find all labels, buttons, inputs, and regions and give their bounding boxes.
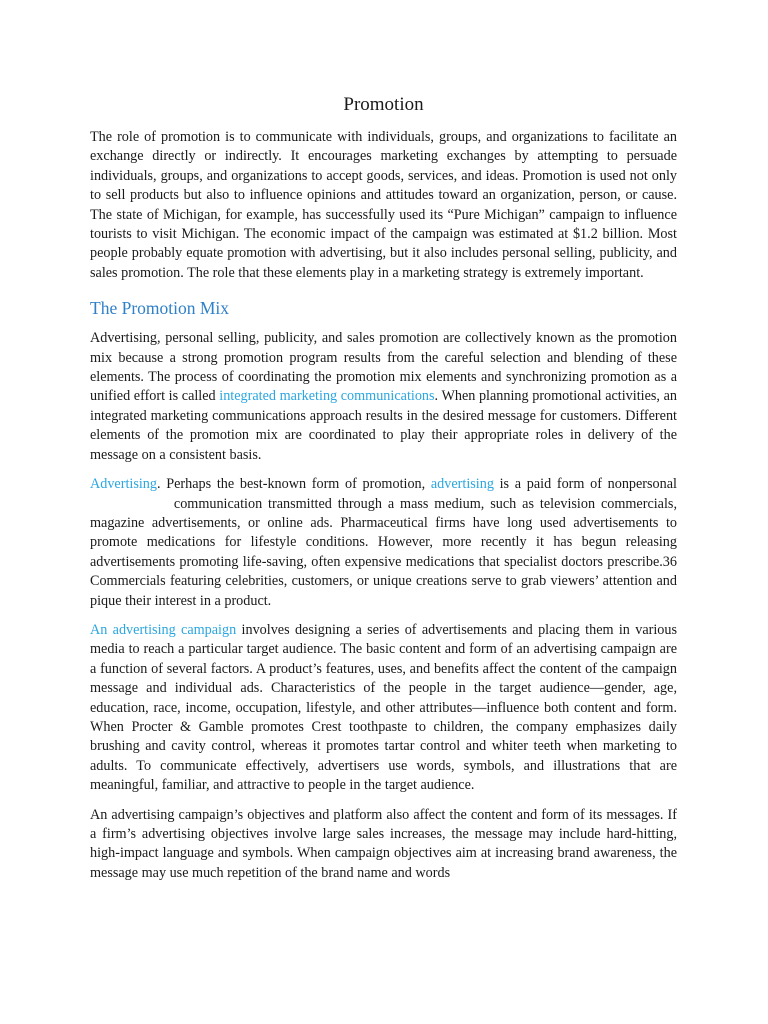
advertising-term-link[interactable]: advertising (430, 476, 494, 493)
campaign-paragraph (90, 621, 677, 796)
advertising-campaign-link[interactable]: An advertising campaign (90, 621, 237, 638)
advertising-paragraph (90, 475, 677, 611)
section-heading: The Promotion Mix (90, 298, 230, 319)
advertising-text-1: . Perhaps the best-known form of promotion, (157, 476, 431, 493)
integrated-marketing-link[interactable]: integrated marketing communications (219, 388, 435, 405)
campaign-text: involves designing a series of advertisements and placing them in various media to reach a particular target audience. The basic content and form of an advertising campaign are a function of several factors. A product’s features, uses, and benefits affect the content of the campaign message and individual ads. Characteristics of the people in the target audience—gender, age, education, race, income, occupation, lifestyle, and other attributes—influence both content and form. When Procter & Gamble promotes Crest toothpaste to children, the company emphasizes daily brushing and cavity control, whereas it promotes tartar control and whiter teeth when marketing to adults. To communicate effectively, advertisers use words, symbols, and illustrations that are meaningful, familiar, and attractive to people in the target audience. (90, 621, 678, 794)
promotion-mix-text-after: . When planning promotional activities, an integrated marketing communications approach results in the desired message for customers. Different elements of the promotion mix are coordinated to play their appropriate roles in delivery of the message on a consistent basis. (90, 388, 677, 463)
advertising-heading-link[interactable]: Advertising (90, 476, 157, 493)
promotion-mix-text-before: Advertising, personal selling, publicity, and sales promotion are collectively known as the promotion mix because a strong promotion program results from the careful selection and blending of these elements. The process of coordinating the promotion mix elements and synchronizing promotion as a unified effort is called (90, 330, 677, 405)
page-title: Promotion (343, 94, 424, 115)
document-page (90, 92, 677, 893)
advertising-text-3: communication transmitted through a mass medium, such as television commercials, magazine advertisements, or online ads. Pharmaceutical firms have long used advertisements to promote medications for lifestyle conditions. However, more recently it has begun releasing advertisements promoting life-saving, often expensive medications that specialist doctors prescribe.36 Commercials featuring celebrities, customers, or unique creations serve to grab viewers’ attention and pique their interest in a product. (90, 495, 677, 609)
advertising-text-2: is a paid form of nonpersonal (493, 476, 677, 493)
intro-paragraph: The role of promotion is to communicate with individuals, groups, and organizations to facilitate an exchange directly or indirectly. It encourages marketing exchanges by attempting to persuade individuals, groups, and organizations to accept goods, services, and ideas. Promotion is used not only to sell products but also to influence opinions and attitudes toward an organization, person, or cause. The state of Michigan, for example, has successfully used its “Pure Michigan” campaign to influence tourists to visit Michigan. The economic impact of the campaign was estimated at $1.2 billion. Most people probably equate promotion with advertising, but it also includes personal selling, publicity, and sales promotion. The role that these elements play in a marketing strategy is extremely important. (90, 129, 677, 281)
promotion-mix-paragraph (90, 329, 677, 465)
objectives-paragraph: An advertising campaign’s objectives and platform also affect the content and form of its messages. If a firm’s advertising objectives involve large sales increases, the message may include hard-hitting, high-impact language and symbols. When campaign objectives aim at increasing brand awareness, the message may use much repetition of the brand name and words (90, 806, 677, 881)
